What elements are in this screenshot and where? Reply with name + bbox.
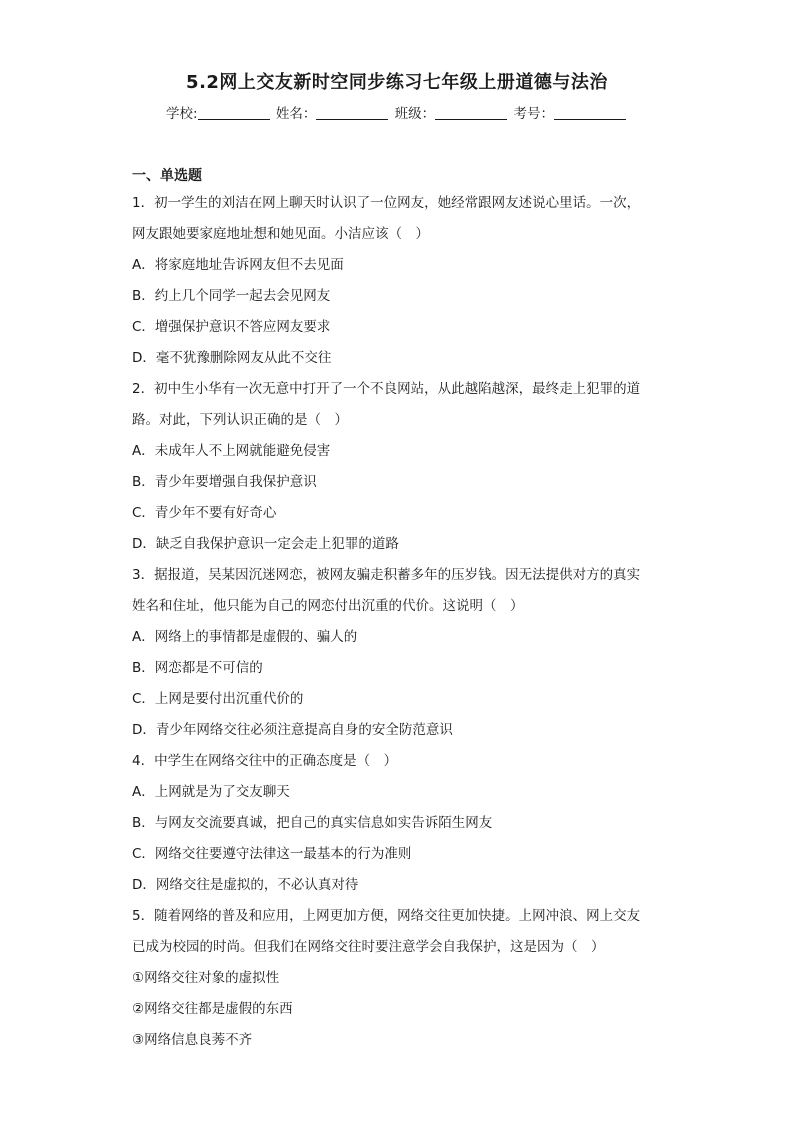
- question-4-line-1: 4．中学生在网络交往中的正确态度是（ ）: [132, 753, 398, 769]
- question-3-line-1: 3．据报道，吴某因沉迷网恋，被网友骗走积蓄多年的压岁钱。因无法提供对方的真实: [132, 567, 641, 583]
- question-3-line-2: 姓名和住址，他只能为自己的网恋付出沉重的代价。这说明（ ）: [132, 598, 524, 614]
- question-3-option-a: A．网络上的事情都是虚假的、骗人的: [132, 629, 358, 645]
- question-2-option-a: A．未成年人不上网就能避免侵害: [132, 443, 331, 459]
- name-label: 姓名：: [275, 106, 317, 122]
- question-5-statement-1: ①网络交往对象的虚拟性: [132, 970, 280, 986]
- question-5-line-1: 5．随着网络的普及和应用，上网更加方便，网络交往更加快捷。上网冲浪、网上交友: [132, 908, 641, 924]
- name-blank[interactable]: [316, 105, 388, 120]
- question-2-option-d: D．缺乏自我保护意识一定会走上犯罪的道路: [132, 536, 399, 552]
- question-1-option-b: B．约上几个同学一起去会见网友: [132, 288, 331, 304]
- question-4-option-d: D．网络交往是虚拟的，不必认真对待: [132, 877, 359, 893]
- question-5-statement-3: ③网络信息良莠不齐: [132, 1032, 253, 1048]
- question-1-line-2: 网友跟她要家庭地址想和她见面。小洁应该（ ）: [132, 226, 429, 242]
- school-blank[interactable]: [198, 105, 270, 120]
- question-1-option-a: A．将家庭地址告诉网友但不去见面: [132, 257, 344, 273]
- question-1-line-1: 1．初一学生的刘洁在网上聊天时认识了一位网友，她经常跟网友述说心里话。一次，: [132, 195, 641, 211]
- class-blank[interactable]: [435, 105, 507, 120]
- question-2-line-1: 2．初中生小华有一次无意中打开了一个不良网站，从此越陷越深，最终走上犯罪的道: [132, 381, 641, 397]
- question-5-statement-2: ②网络交往都是虚假的东西: [132, 1001, 293, 1017]
- question-1-option-d: D．毫不犹豫删除网友从此不交往: [132, 350, 332, 366]
- student-info-line: [0, 102, 794, 122]
- question-3-option-b: B．网恋都是不可信的: [132, 660, 263, 676]
- question-3-option-c: C．上网是要付出沉重代价的: [132, 691, 304, 707]
- question-4-option-c: C．网络交往要遵守法律这一最基本的行为准则: [132, 846, 412, 862]
- class-label: 班级：: [394, 106, 436, 122]
- question-1-option-c: C．增强保护意识不答应网友要求: [132, 319, 331, 335]
- question-3-option-d: D．青少年网络交往必须注意提高自身的安全防范意识: [132, 722, 453, 738]
- page-title: 5.2网上交友新时空同步练习七年级上册道德与法治: [186, 72, 608, 93]
- question-content: [132, 164, 662, 1056]
- question-5-line-2: 已成为校园的时尚。但我们在网络交往时要注意学会自我保护，这是因为（ ）: [132, 939, 605, 955]
- exam-no-label: 考号：: [513, 106, 554, 122]
- school-label: 学校:: [166, 106, 198, 122]
- section-heading: 一、单选题: [132, 168, 202, 184]
- question-2-line-2: 路。对此，下列认识正确的是（ ）: [132, 412, 348, 428]
- question-2-option-c: C．青少年不要有好奇心: [132, 505, 277, 521]
- question-4-option-b: B．与网友交流要真诚，把自己的真实信息如实告诉陌生网友: [132, 815, 493, 831]
- question-4-option-a: A．上网就是为了交友聊天: [132, 784, 290, 800]
- question-2-option-b: B．青少年要增强自我保护意识: [132, 474, 317, 490]
- exam-no-blank[interactable]: [554, 105, 626, 120]
